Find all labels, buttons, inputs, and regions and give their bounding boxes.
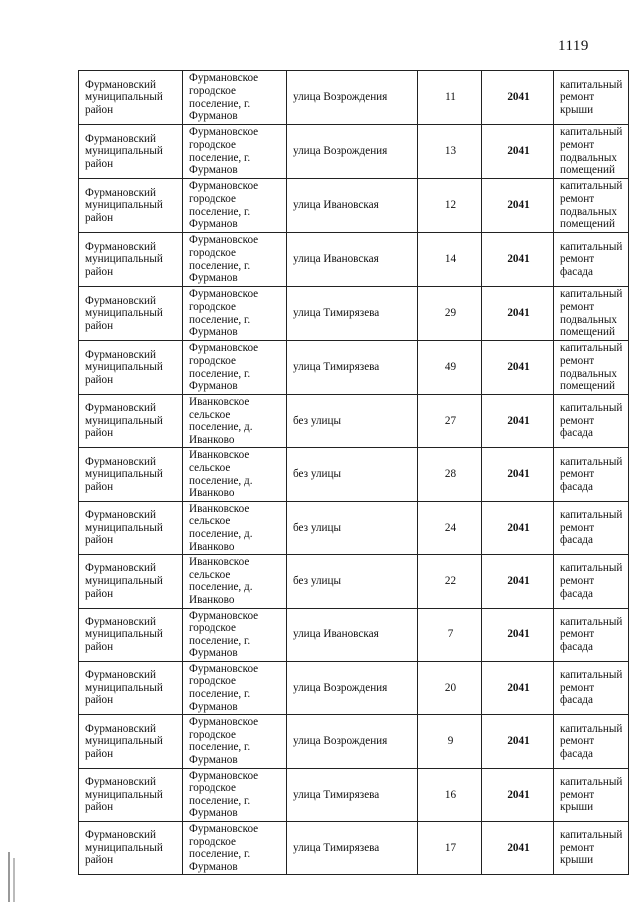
house-number-cell: 28 <box>418 448 482 501</box>
work-type-cell: капитальный ремонт подвальных помещений <box>554 341 629 395</box>
house-number-cell: 13 <box>418 125 482 179</box>
district-cell: Фурмановский муниципальный район <box>79 501 183 554</box>
house-number-cell: 14 <box>418 233 482 287</box>
street-cell: улица Тимирязева <box>287 822 418 875</box>
year-cell: 2041 <box>482 179 554 233</box>
settlement-cell: Фурмановское городское поселение, г. Фурманов <box>183 125 287 179</box>
house-number-cell: 20 <box>418 661 482 714</box>
house-number-cell: 24 <box>418 501 482 554</box>
table-row <box>79 608 629 661</box>
year-cell: 2041 <box>482 233 554 287</box>
street-cell: улица Возрождения <box>287 661 418 714</box>
street-cell: без улицы <box>287 501 418 554</box>
registry-table-body <box>79 71 629 875</box>
street-cell: без улицы <box>287 448 418 501</box>
settlement-cell: Фурмановское городское поселение, г. Фурманов <box>183 822 287 875</box>
street-cell: улица Ивановская <box>287 233 418 287</box>
work-type-cell: капитальный ремонт фасада <box>554 661 629 714</box>
table-row <box>79 661 629 714</box>
year-cell: 2041 <box>482 555 554 608</box>
house-number-cell: 27 <box>418 395 482 448</box>
year-cell: 2041 <box>482 715 554 768</box>
table-row <box>79 71 629 125</box>
house-number-cell: 7 <box>418 608 482 661</box>
table-row <box>79 501 629 554</box>
work-type-cell: капитальный ремонт подвальных помещений <box>554 179 629 233</box>
district-cell: Фурмановский муниципальный район <box>79 125 183 179</box>
page-number: 1119 <box>558 38 589 54</box>
scan-edge-mark <box>8 852 10 902</box>
year-cell: 2041 <box>482 125 554 179</box>
district-cell: Фурмановский муниципальный район <box>79 233 183 287</box>
registry-table <box>78 70 629 875</box>
year-cell: 2041 <box>482 71 554 125</box>
street-cell: улица Возрождения <box>287 125 418 179</box>
settlement-cell: Фурмановское городское поселение, г. Фурманов <box>183 768 287 821</box>
settlement-cell: Иванковское сельское поселение, д. Иванково <box>183 555 287 608</box>
work-type-cell: капитальный ремонт крыши <box>554 71 629 125</box>
street-cell: без улицы <box>287 395 418 448</box>
year-cell: 2041 <box>482 822 554 875</box>
district-cell: Фурмановский муниципальный район <box>79 768 183 821</box>
house-number-cell: 22 <box>418 555 482 608</box>
settlement-cell: Фурмановское городское поселение, г. Фурманов <box>183 287 287 341</box>
district-cell: Фурмановский муниципальный район <box>79 555 183 608</box>
street-cell: улица Ивановская <box>287 179 418 233</box>
district-cell: Фурмановский муниципальный район <box>79 661 183 714</box>
work-type-cell: капитальный ремонт фасада <box>554 395 629 448</box>
year-cell: 2041 <box>482 608 554 661</box>
settlement-cell: Фурмановское городское поселение, г. Фурманов <box>183 179 287 233</box>
table-row <box>79 287 629 341</box>
work-type-cell: капитальный ремонт фасада <box>554 608 629 661</box>
work-type-cell: капитальный ремонт подвальных помещений <box>554 125 629 179</box>
table-row <box>79 125 629 179</box>
work-type-cell: капитальный ремонт крыши <box>554 768 629 821</box>
house-number-cell: 17 <box>418 822 482 875</box>
house-number-cell: 16 <box>418 768 482 821</box>
year-cell: 2041 <box>482 448 554 501</box>
district-cell: Фурмановский муниципальный район <box>79 395 183 448</box>
street-cell: улица Ивановская <box>287 608 418 661</box>
work-type-cell: капитальный ремонт крыши <box>554 822 629 875</box>
street-cell: улица Возрождения <box>287 71 418 125</box>
district-cell: Фурмановский муниципальный район <box>79 715 183 768</box>
settlement-cell: Иванковское сельское поселение, д. Иванково <box>183 448 287 501</box>
table-row <box>79 555 629 608</box>
district-cell: Фурмановский муниципальный район <box>79 341 183 395</box>
street-cell: улица Тимирязева <box>287 341 418 395</box>
street-cell: улица Тимирязева <box>287 768 418 821</box>
table-row <box>79 715 629 768</box>
settlement-cell: Иванковское сельское поселение, д. Иванково <box>183 395 287 448</box>
table-row <box>79 448 629 501</box>
settlement-cell: Фурмановское городское поселение, г. Фурманов <box>183 71 287 125</box>
scan-edge-mark <box>13 858 15 902</box>
house-number-cell: 49 <box>418 341 482 395</box>
house-number-cell: 29 <box>418 287 482 341</box>
work-type-cell: капитальный ремонт фасада <box>554 555 629 608</box>
settlement-cell: Фурмановское городское поселение, г. Фурманов <box>183 233 287 287</box>
table-row <box>79 179 629 233</box>
settlement-cell: Фурмановское городское поселение, г. Фурманов <box>183 608 287 661</box>
table-row <box>79 822 629 875</box>
work-type-cell: капитальный ремонт фасада <box>554 715 629 768</box>
work-type-cell: капитальный ремонт фасада <box>554 448 629 501</box>
settlement-cell: Фурмановское городское поселение, г. Фурманов <box>183 661 287 714</box>
year-cell: 2041 <box>482 287 554 341</box>
settlement-cell: Фурмановское городское поселение, г. Фурманов <box>183 715 287 768</box>
house-number-cell: 9 <box>418 715 482 768</box>
table-row <box>79 768 629 821</box>
house-number-cell: 11 <box>418 71 482 125</box>
year-cell: 2041 <box>482 341 554 395</box>
table-row <box>79 395 629 448</box>
year-cell: 2041 <box>482 501 554 554</box>
district-cell: Фурмановский муниципальный район <box>79 608 183 661</box>
street-cell: улица Возрождения <box>287 715 418 768</box>
table-row <box>79 233 629 287</box>
district-cell: Фурмановский муниципальный район <box>79 822 183 875</box>
table-row <box>79 341 629 395</box>
work-type-cell: капитальный ремонт фасада <box>554 501 629 554</box>
district-cell: Фурмановский муниципальный район <box>79 179 183 233</box>
work-type-cell: капитальный ремонт подвальных помещений <box>554 287 629 341</box>
district-cell: Фурмановский муниципальный район <box>79 448 183 501</box>
year-cell: 2041 <box>482 395 554 448</box>
work-type-cell: капитальный ремонт фасада <box>554 233 629 287</box>
street-cell: улица Тимирязева <box>287 287 418 341</box>
year-cell: 2041 <box>482 661 554 714</box>
district-cell: Фурмановский муниципальный район <box>79 287 183 341</box>
street-cell: без улицы <box>287 555 418 608</box>
district-cell: Фурмановский муниципальный район <box>79 71 183 125</box>
settlement-cell: Фурмановское городское поселение, г. Фурманов <box>183 341 287 395</box>
house-number-cell: 12 <box>418 179 482 233</box>
year-cell: 2041 <box>482 768 554 821</box>
settlement-cell: Иванковское сельское поселение, д. Иванково <box>183 501 287 554</box>
